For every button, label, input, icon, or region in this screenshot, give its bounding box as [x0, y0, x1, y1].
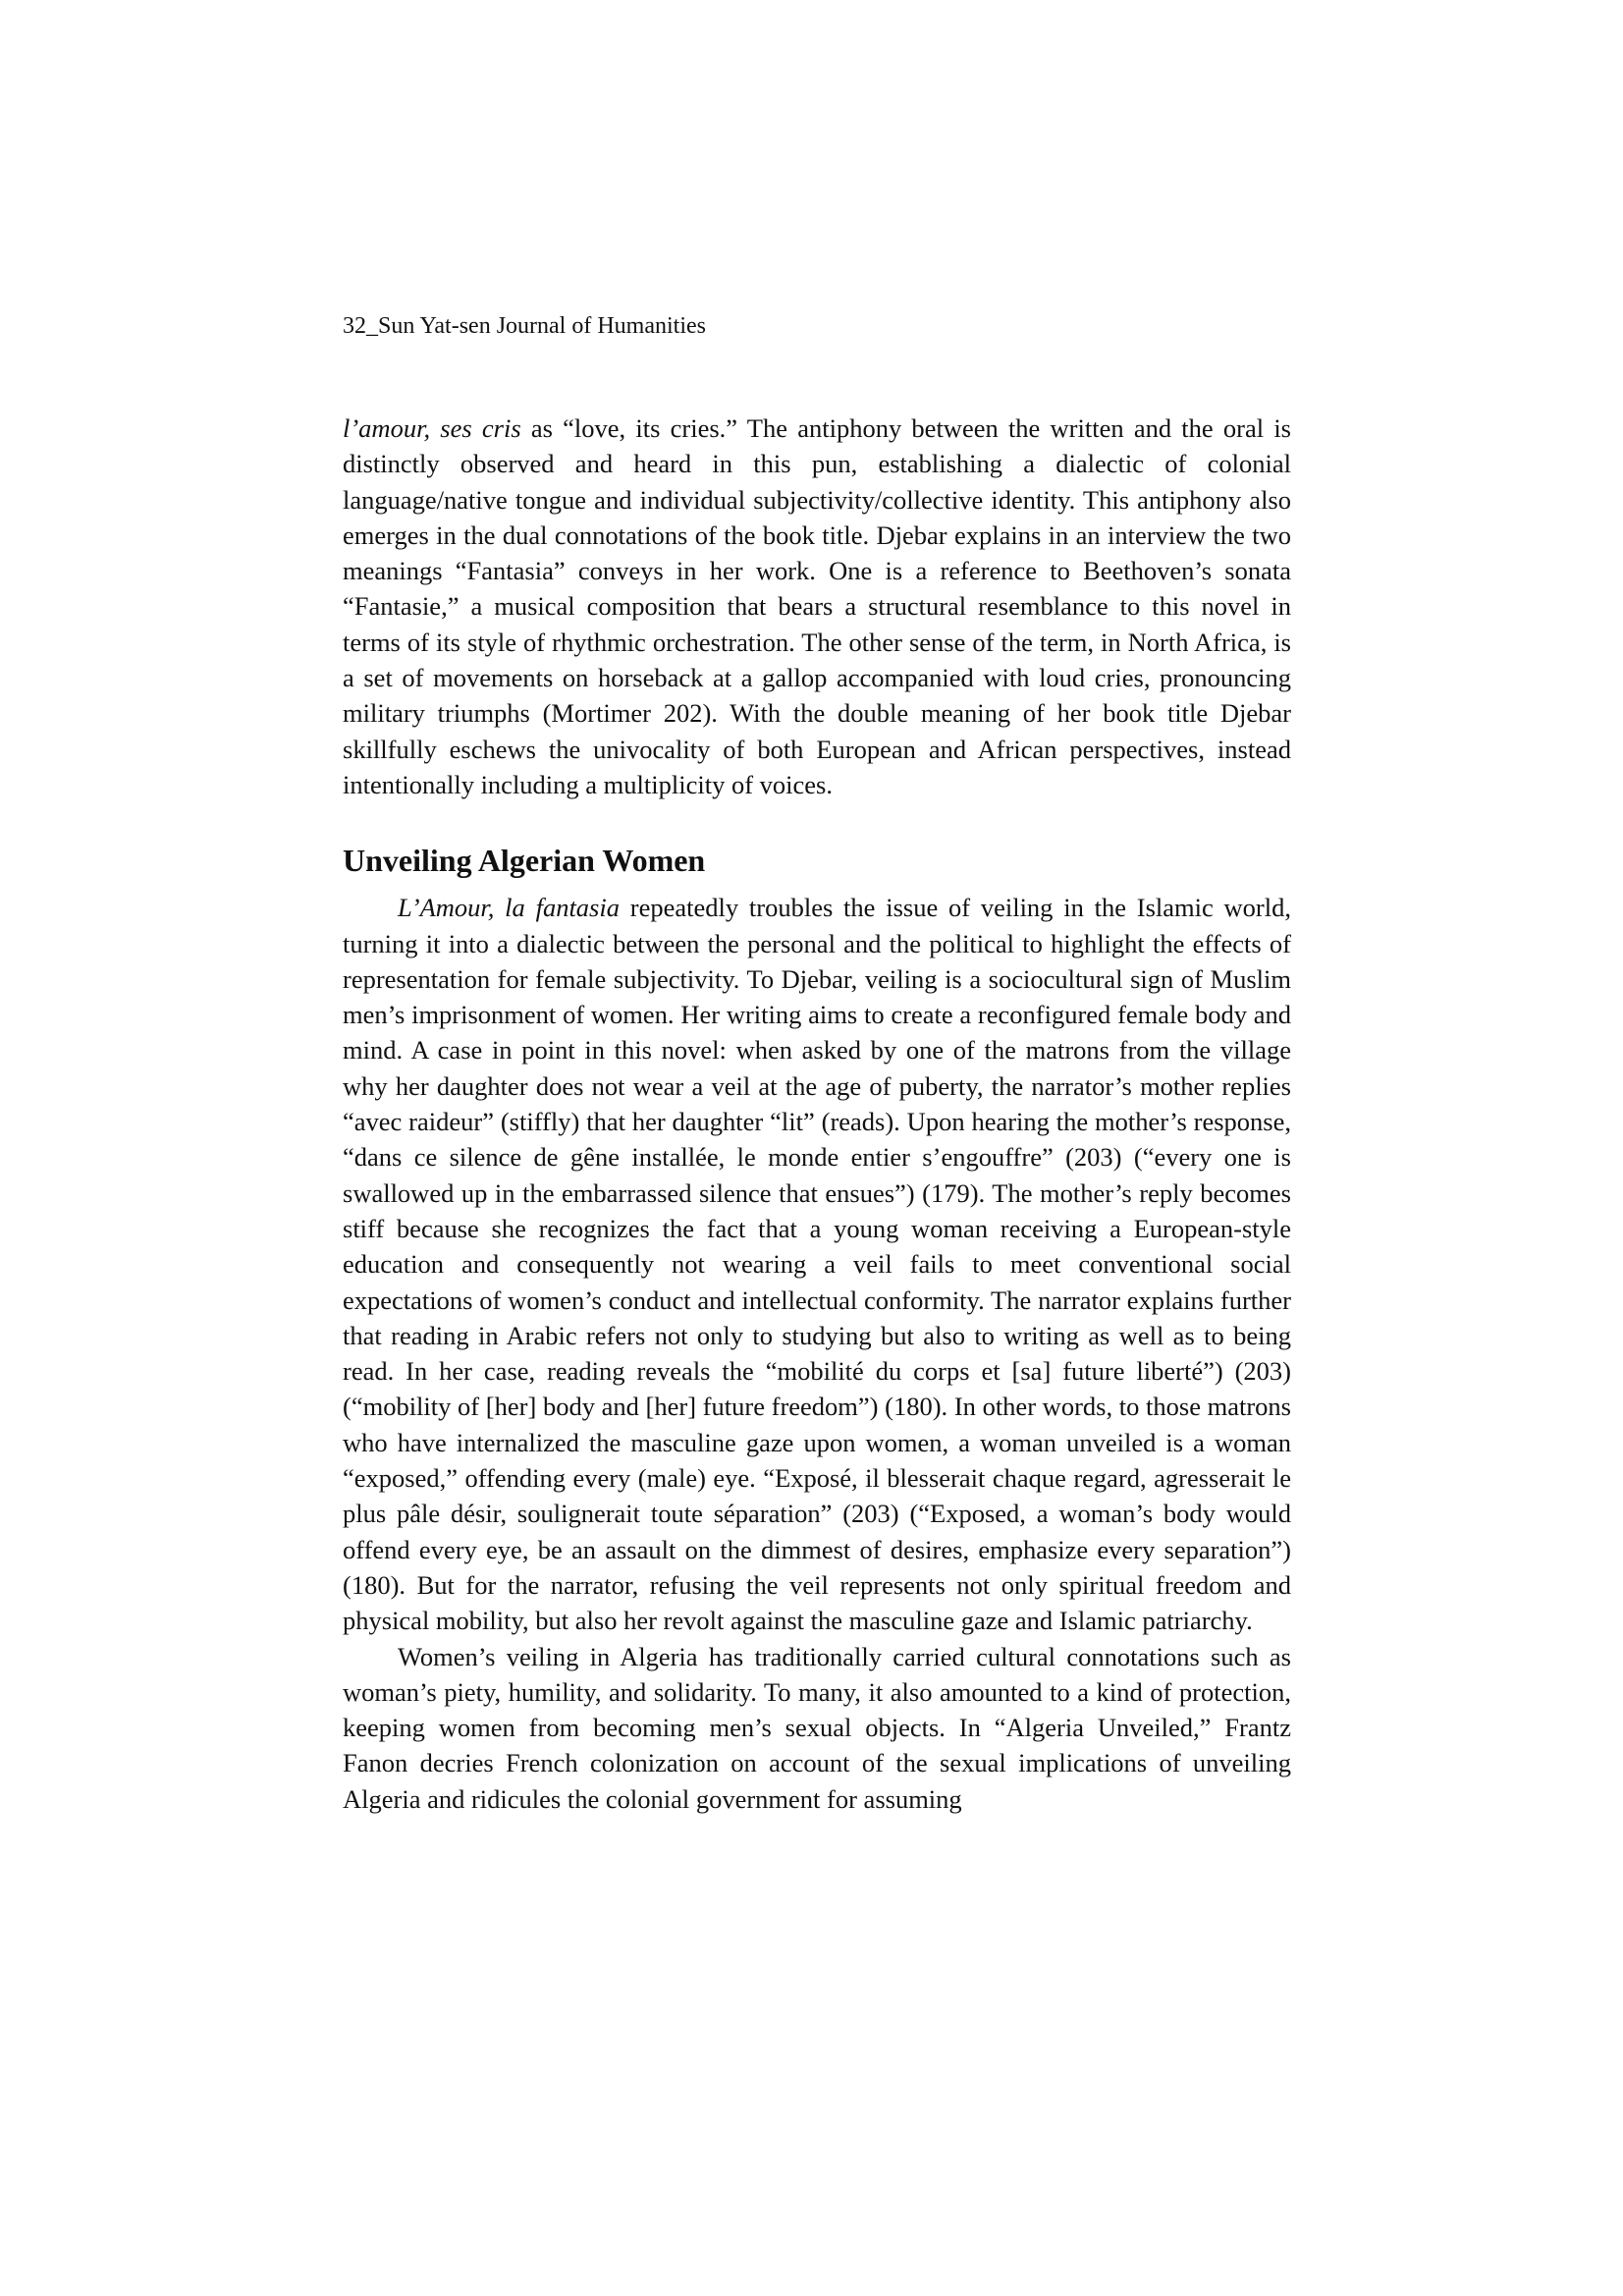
- paragraph-text: as “love, its cries.” The antiphony between the written and the oral is distinctly observed and heard in this pun, establishing a dialectic of colonial language/native tongue and individual subjectivity/collective identity. This antiphony also emerges in the dual connotations of the book title. Djebar explains in an interview the two meanings “Fantasia” conveys in her work. One is a reference to Beethoven’s sonata “Fantasie,” a musical composition that bears a structural resemblance to this novel in terms of its style of rhythmic orchestration. The other sense of the term, in North Africa, is a set of movements on horseback at a gallop accompanied with loud cries, pronouncing military triumphs (Mortimer 202). With the double meaning of her book title Djebar skillfully eschews the univocality of both European and African perspectives, instead intentionally including a multiplicity of voices.: [343, 413, 1291, 799]
- italic-phrase: l’amour, ses cris: [343, 413, 521, 443]
- book-title-italic: L’Amour, la fantasia: [398, 893, 620, 923]
- section-paragraph-2: [343, 1639, 1291, 1817]
- running-header: 32_Sun Yat-sen Journal of Humanities: [343, 313, 706, 339]
- section-heading: Unveiling Algerian Women: [343, 843, 706, 879]
- paragraph-text: repeatedly troubles the issue of veiling in the Islamic world, turning it into a dialectic between the personal and the political to highlight the effects of representation for female subjectivity. To Djebar, veiling is a sociocultural sign of Muslim men’s imprisonment of women. Her writing aims to create a reconfigured female body and mind. A case in point in this novel: when asked by one of the matrons from the village why her daughter does not wear a veil at the age of puberty, the narrator’s mother replies “avec raideur” (stiffly) that her daughter “lit” (reads). Upon hearing the mother’s response, “dans ce silence de gêne installée, le monde entier s’engouffre” (203) (“every one is swallowed up in the embarrassed silence that ensues”) (179). The mother’s reply becomes stiff because she recognizes the fact that a young woman receiving a European-style education and consequently not wearing a veil fails to meet conventional social expectations of women’s conduct and intellectual conformity. The narrator explains further that reading in Arabic refers not only to studying but also to writing as well as to being read. In her case, reading reveals the “mobilité du corps et [sa] future liberté”) (203) (“mobility of [her] body and [her] future freedom”) (180). In other words, to those matrons who have internalized the masculine gaze upon women, a woman unveiled is a woman “exposed,” offending every (male) eye. “Exposé, il blesserait chaque regard, agresserait le plus pâle désir, soulignerait toute séparation” (203) (“Exposed, a woman’s body would offend every eye, be an assault on the dimmest of desires, emphasize every separation”) (180). But for the narrator, refusing the veil represents not only spiritual freedom and physical mobility, but also her revolt against the masculine gaze and Islamic patriarchy.: [343, 893, 1291, 1636]
- article-body: [343, 410, 1291, 1817]
- paragraph-text: Women’s veiling in Algeria has traditionally carried cultural connotations such as woman’s piety, humility, and solidarity. To many, it also amounted to a kind of protection, keeping women from becoming men’s sexual objects. In “Algeria Unveiled,” Frantz Fanon decries French colonization on account of the sexual implications of unveiling Algeria and ridicules the colonial government for assuming: [343, 1641, 1291, 1814]
- intro-paragraph: [343, 410, 1291, 802]
- section-paragraph-1: [343, 890, 1291, 1638]
